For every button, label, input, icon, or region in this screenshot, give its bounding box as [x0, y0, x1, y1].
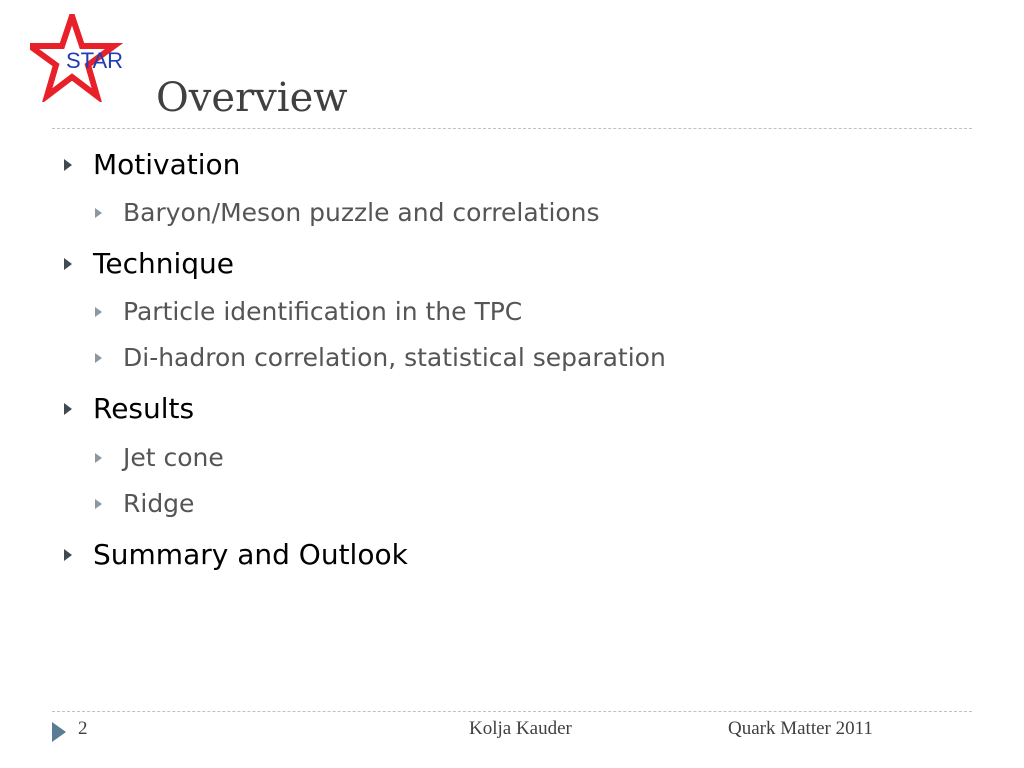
footer-author: Kolja Kauder	[469, 718, 572, 739]
bullet-text: Technique	[93, 247, 234, 280]
footer-arrow-icon	[52, 722, 66, 742]
sub-bullet-text: Baryon/Meson puzzle and correlations	[123, 198, 600, 227]
footer-divider	[52, 711, 972, 712]
star-logo	[30, 14, 140, 102]
sub-bullet-item	[95, 343, 666, 372]
bullet-arrow-icon	[64, 403, 72, 415]
title-divider	[52, 128, 972, 129]
bullet-text: Summary and Outlook	[93, 538, 408, 571]
sub-bullet-arrow-icon	[95, 307, 102, 317]
sub-bullet-text: Particle identification in the TPC	[123, 297, 523, 326]
sub-bullet-text: Di-hadron correlation, statistical separation	[123, 343, 666, 372]
sub-bullet-arrow-icon	[95, 453, 102, 463]
sub-bullet-text: Ridge	[123, 489, 195, 518]
bullet-text: Motivation	[93, 148, 241, 181]
sub-bullet-arrow-icon	[95, 208, 102, 218]
star-logo-graphic	[30, 14, 140, 102]
page-number: 2	[78, 718, 88, 739]
bullet-item	[64, 392, 194, 425]
star-logo-text: STAR	[66, 48, 124, 73]
sub-bullet-arrow-icon	[95, 499, 102, 509]
sub-bullet-item	[95, 297, 522, 326]
footer-event: Quark Matter 2011	[728, 718, 873, 739]
sub-bullet-arrow-icon	[95, 353, 102, 363]
bullet-item	[64, 247, 234, 280]
bullet-text: Results	[93, 392, 195, 425]
sub-bullet-item	[95, 443, 224, 472]
bullet-arrow-icon	[64, 159, 72, 171]
sub-bullet-text: Jet cone	[123, 443, 224, 472]
bullet-item	[64, 538, 408, 571]
sub-bullet-item	[95, 198, 600, 227]
bullet-item	[64, 148, 240, 181]
slide-title: Overview	[156, 75, 348, 121]
bullet-arrow-icon	[64, 258, 72, 270]
sub-bullet-item	[95, 489, 194, 518]
bullet-arrow-icon	[64, 549, 72, 561]
